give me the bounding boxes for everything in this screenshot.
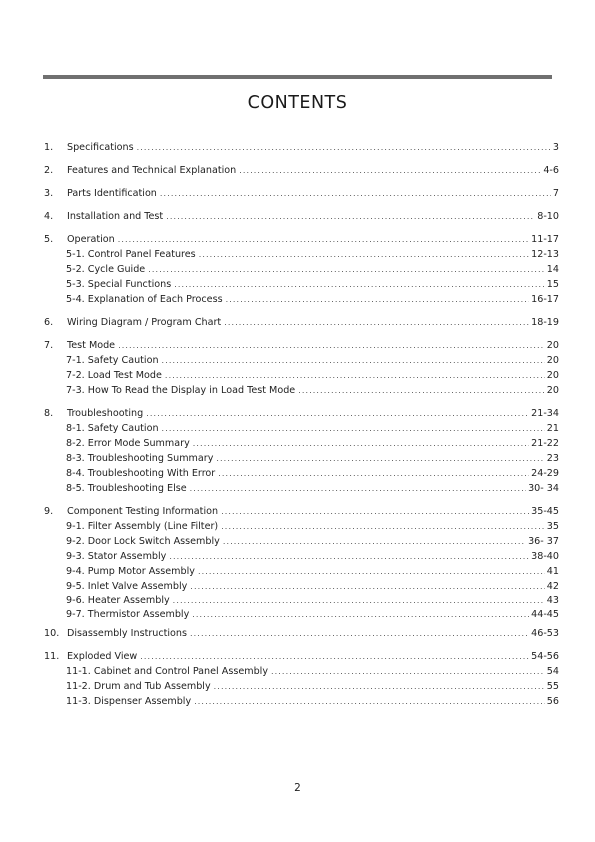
toc-entry-label: 5-2. Cycle Guide: [66, 264, 146, 275]
toc-page-ref: 54: [546, 666, 559, 677]
dot-leader: [239, 164, 541, 178]
dot-leader: [146, 407, 529, 421]
toc-page-ref: 41: [546, 566, 559, 577]
toc-entry-label: 9-4. Pump Motor Assembly: [66, 566, 195, 577]
toc-page-ref: 21-34: [531, 408, 559, 419]
toc-page-ref: 4-6: [543, 165, 559, 176]
dot-leader: [216, 452, 544, 466]
toc-entry-label: 9-2. Door Lock Switch Assembly: [66, 536, 220, 547]
toc-entry-label: 5-1. Control Panel Features: [66, 249, 196, 260]
toc-section: [0, 407, 595, 421]
dot-leader: [218, 467, 529, 481]
toc-entry-label: Features and Technical Explanation: [67, 165, 237, 176]
toc-section-number: 4.: [44, 211, 54, 222]
toc-subsection: [0, 278, 595, 292]
dot-leader: [226, 293, 530, 307]
dot-leader: [162, 354, 545, 368]
toc-section: [0, 650, 595, 664]
dot-leader: [221, 520, 545, 534]
toc-entry-label: 7-1. Safety Caution: [66, 355, 159, 366]
toc-page-ref: 43: [546, 595, 559, 606]
toc-entry-label: Operation: [67, 234, 115, 245]
toc-subsection: [0, 550, 595, 564]
dot-leader: [162, 422, 545, 436]
dot-leader: [198, 565, 545, 579]
toc-entry-label: 8-2. Error Mode Summary: [66, 438, 190, 449]
toc-subsection: [0, 594, 595, 608]
toc-page-ref: 35: [546, 521, 559, 532]
toc-entry-label: 8-3. Troubleshooting Summary: [66, 453, 214, 464]
toc-section-number: 10.: [44, 628, 60, 639]
toc-section: [0, 627, 595, 641]
toc-page-ref: 42: [546, 581, 559, 592]
toc-entry-label: Component Testing Information: [67, 506, 219, 517]
toc-entry-label: 9-7. Thermistor Assembly: [66, 609, 190, 620]
dot-leader: [223, 535, 526, 549]
toc-entry-label: 7-2. Load Test Mode: [66, 370, 162, 381]
toc-subsection: [0, 482, 595, 496]
toc-entry-label: 11-1. Cabinet and Control Panel Assembly: [66, 666, 268, 677]
toc-entry-label: Wiring Diagram / Program Chart: [67, 317, 222, 328]
toc-subsection: [0, 665, 595, 679]
toc-subsection: [0, 580, 595, 594]
toc-section-number: 8.: [44, 408, 54, 419]
toc-entry-label: 11-3. Dispenser Assembly: [66, 696, 192, 707]
toc-page-ref: 38-40: [531, 551, 559, 562]
toc-subsection: [0, 535, 595, 549]
dot-leader: [173, 594, 545, 608]
toc-page-ref: 35-45: [531, 506, 559, 517]
toc-section-number: 2.: [44, 165, 54, 176]
toc-page-ref: 16-17: [531, 294, 559, 305]
toc-section: [0, 210, 595, 224]
toc-page-ref: 20: [546, 370, 559, 381]
toc-subsection: [0, 608, 595, 622]
dot-leader: [118, 233, 529, 247]
dot-leader: [214, 680, 545, 694]
toc-page-ref: 12-13: [531, 249, 559, 260]
toc-page-ref: 20: [546, 355, 559, 366]
toc-entry-label: 8-5. Troubleshooting Else: [66, 483, 187, 494]
toc-subsection: [0, 293, 595, 307]
toc-subsection: [0, 695, 595, 709]
toc-page-ref: 54-56: [531, 651, 559, 662]
toc-page-ref: 7: [552, 188, 559, 199]
toc-page-ref: 24-29: [531, 468, 559, 479]
toc-section: [0, 233, 595, 247]
toc-subsection: [0, 452, 595, 466]
dot-leader: [193, 437, 529, 451]
toc-subsection: [0, 520, 595, 534]
page-number: 2: [294, 782, 301, 794]
toc-page-ref: 21: [546, 423, 559, 434]
toc-entry-label: 5-4. Explanation of Each Process: [66, 294, 223, 305]
toc-section: [0, 187, 595, 201]
toc-section-number: 5.: [44, 234, 54, 245]
toc-section-number: 11.: [44, 651, 60, 662]
toc-entry-label: Exploded View: [67, 651, 138, 662]
toc-entry-label: 9-6. Heater Assembly: [66, 595, 170, 606]
toc-section: [0, 505, 595, 519]
dot-leader: [160, 187, 551, 201]
toc-subsection: [0, 384, 595, 398]
toc-page-ref: 56: [546, 696, 559, 707]
toc-page-ref: 36- 37: [528, 536, 559, 547]
toc-entry-label: Test Mode: [67, 340, 116, 351]
toc-page-ref: 46-53: [531, 628, 559, 639]
toc-subsection: [0, 467, 595, 481]
dot-leader: [166, 210, 535, 224]
dot-leader: [224, 316, 529, 330]
toc-entry-label: 9-1. Filter Assembly (Line Filter): [66, 521, 219, 532]
toc-section-number: 9.: [44, 506, 54, 517]
dot-leader: [298, 384, 545, 398]
toc-entry-label: Installation and Test: [67, 211, 164, 222]
dot-leader: [140, 650, 529, 664]
toc-subsection: [0, 680, 595, 694]
toc-page-ref: 20: [546, 385, 559, 396]
dot-leader: [190, 627, 529, 641]
toc-section: [0, 339, 595, 353]
dot-leader: [174, 278, 545, 292]
toc-page-ref: 21-22: [531, 438, 559, 449]
dot-leader: [190, 580, 544, 594]
toc-page-ref: 14: [546, 264, 559, 275]
toc-section-number: 1.: [44, 142, 54, 153]
toc-section-number: 3.: [44, 188, 54, 199]
page-title: CONTENTS: [247, 93, 348, 113]
toc-section-number: 7.: [44, 340, 54, 351]
dot-leader: [169, 550, 529, 564]
toc-subsection: [0, 354, 595, 368]
toc-page-ref: 15: [546, 279, 559, 290]
toc-subsection: [0, 369, 595, 383]
toc-section: [0, 141, 595, 155]
dot-leader: [199, 248, 529, 262]
toc-page-ref: 18-19: [531, 317, 559, 328]
toc-page-ref: 23: [546, 453, 559, 464]
toc-subsection: [0, 565, 595, 579]
toc-page-ref: 20: [546, 340, 559, 351]
toc-entry-label: 8-4. Troubleshooting With Error: [66, 468, 216, 479]
toc-entry-label: 9-5. Inlet Valve Assembly: [66, 581, 188, 592]
toc-entry-label: Specifications: [67, 142, 134, 153]
dot-leader: [190, 482, 526, 496]
dot-leader: [221, 505, 529, 519]
toc-entry-label: Parts Identification: [67, 188, 157, 199]
dot-leader: [194, 695, 545, 709]
toc-subsection: [0, 263, 595, 277]
toc-section-number: 6.: [44, 317, 54, 328]
dot-leader: [271, 665, 545, 679]
dot-leader: [118, 339, 545, 353]
dot-leader: [192, 608, 529, 622]
toc-section: [0, 164, 595, 178]
toc-subsection: [0, 437, 595, 451]
toc-page-ref: 30- 34: [528, 483, 559, 494]
toc-entry-label: 11-2. Drum and Tub Assembly: [66, 681, 211, 692]
toc-entry-label: 7-3. How To Read the Display in Load Test Mode: [66, 385, 296, 396]
toc-page-ref: 3: [552, 142, 559, 153]
dot-leader: [148, 263, 545, 277]
toc-entry-label: Disassembly Instructions: [67, 628, 188, 639]
toc-entry-label: 5-3. Special Functions: [66, 279, 172, 290]
toc-page-ref: 55: [546, 681, 559, 692]
toc-page-ref: 8-10: [537, 211, 559, 222]
toc-page-ref: 44-45: [531, 609, 559, 620]
toc-subsection: [0, 248, 595, 262]
toc-entry-label: Troubleshooting: [67, 408, 144, 419]
toc-entry-label: 9-3. Stator Assembly: [66, 551, 167, 562]
toc-section: [0, 316, 595, 330]
toc-subsection: [0, 422, 595, 436]
dot-leader: [165, 369, 545, 383]
toc-page-ref: 11-17: [531, 234, 559, 245]
dot-leader: [137, 141, 551, 155]
toc-entry-label: 8-1. Safety Caution: [66, 423, 159, 434]
